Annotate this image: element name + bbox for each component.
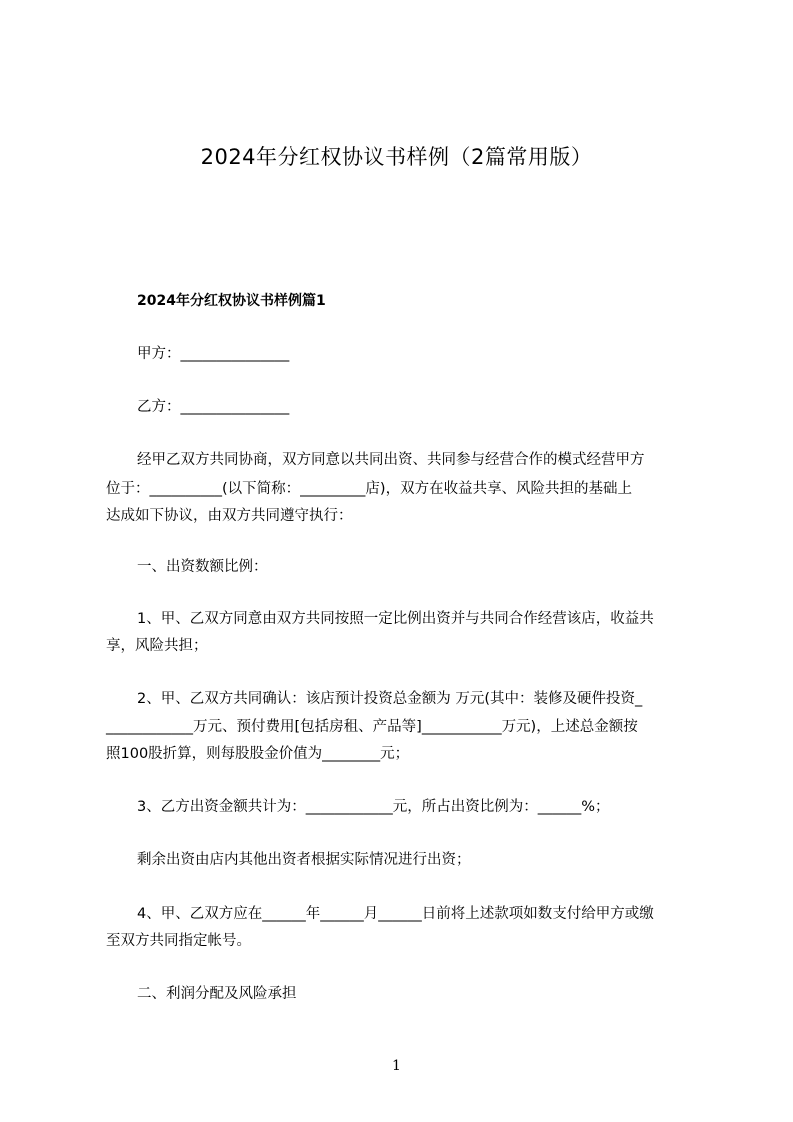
- section-1-title: 一、出资数额比例：: [137, 559, 268, 575]
- intro-line-1: 经甲乙双方共同协商，双方同意以共同出资、共同参与经营合作的模式经营甲方: [137, 452, 645, 468]
- party-a-line: 甲方：_______________: [137, 346, 290, 362]
- page-number: 1: [392, 1058, 401, 1074]
- party-b-line: 乙方：_______________: [137, 399, 290, 415]
- clause-4-line-2: 至双方共同指定帐号。: [106, 933, 251, 949]
- section-heading: 2024年分红权协议书样例篇1: [137, 293, 326, 309]
- clause-2-line-3: 照100股折算，则每股股金价值为________元；: [106, 746, 410, 762]
- remaining-capital-line: 剩余出资由店内其他出资者根据实际情况进行出资；: [137, 852, 471, 868]
- clause-4-line-1: 4、甲、乙双方应在______年______月______日前将上述款项如数支付给甲方或缴: [137, 906, 654, 922]
- clause-3-line: 3、乙方出资金额共计为：____________元，所占出资比例为：______%；: [137, 799, 610, 815]
- clause-2-line-1: 2、甲、乙双方共同确认：该店预计投资总金额为 万元(其中：装修及硬件投资_: [137, 691, 643, 707]
- intro-line-2: 位于：__________(以下简称：_________店)，双方在收益共享、风险共担的基础上: [106, 481, 633, 497]
- intro-line-3: 达成如下协议，由双方共同遵守执行：: [106, 508, 353, 524]
- clause-2-line-2: ____________万元、预付费用[包括房租、产品等]___________万元)，上述总金额按: [106, 719, 638, 735]
- clause-1-line-1: 1、甲、乙双方同意由双方共同按照一定比例出资并与共同合作经营该店，收益共: [137, 611, 654, 627]
- section-2-title: 二、利润分配及风险承担: [137, 986, 297, 1002]
- clause-1-line-2: 享，风险共担；: [106, 638, 208, 654]
- document-title: 2024年分红权协议书样例（2篇常用版）: [200, 145, 593, 169]
